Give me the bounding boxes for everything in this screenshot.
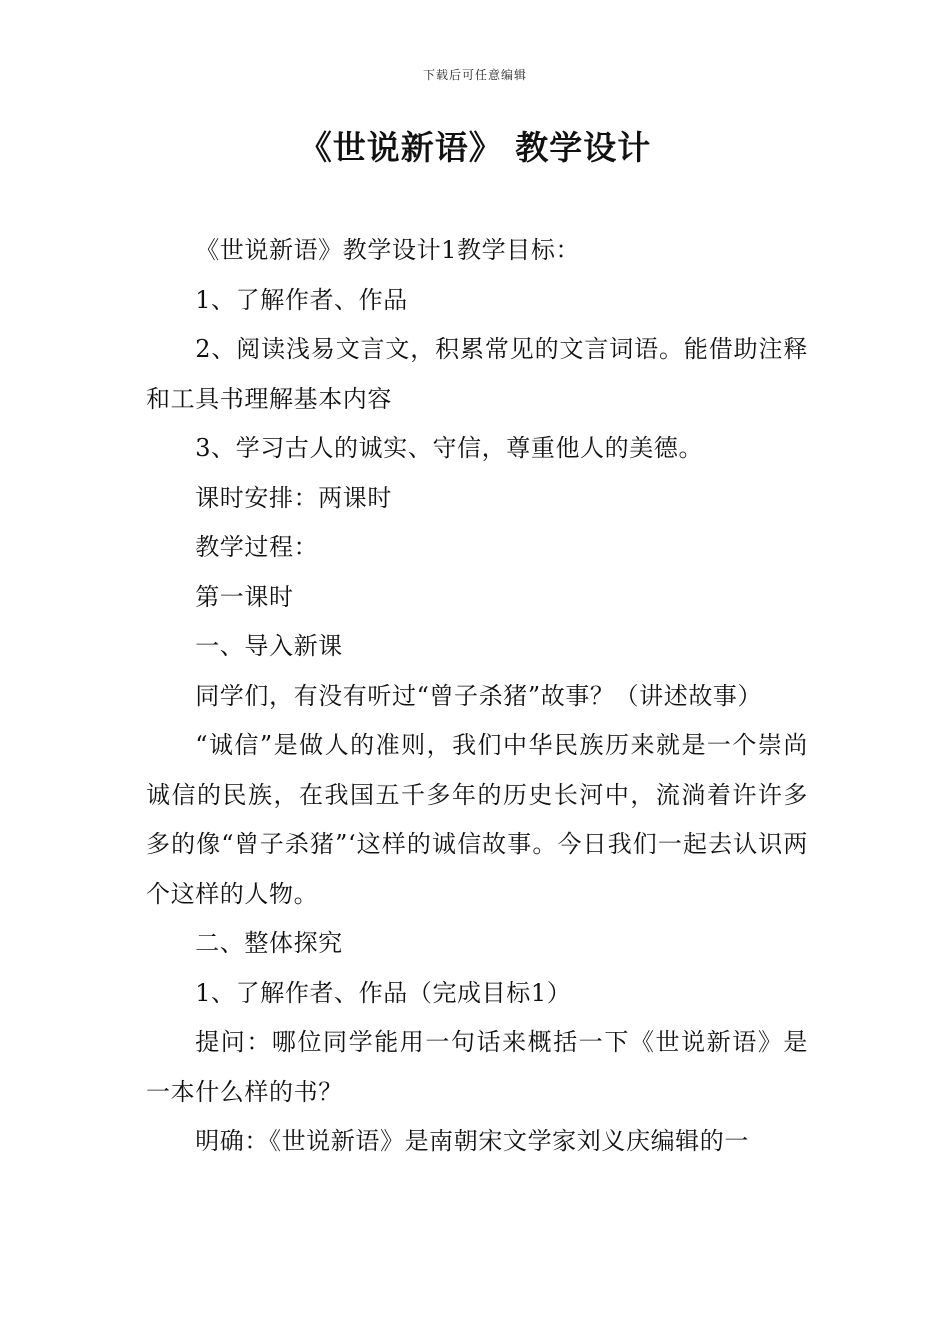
paragraph-integrity: “诚信”是做人的准则，我们中华民族历来就是一个崇尚诚信的民族，在我国五千多年的历史长河中，流淌着许许多多的像“曾子杀猪”‘这样的诚信故事。今日我们一起去认识两个这样的人物。 — [146, 731, 808, 908]
paragraph-question: 提问：哪位同学能用一句话来概括一下《世说新语》是一本什么样的书？ — [146, 1028, 808, 1106]
paragraph-section-explore: 二、整体探究 — [195, 929, 343, 957]
paragraph-process-heading: 教学过程： — [195, 533, 319, 561]
paragraph-explore-item-1: 1、了解作者、作品（完成目标1） — [195, 978, 572, 1007]
header-note: 下载后可任意编辑 — [422, 68, 527, 82]
paragraph-objective-3: 3、学习古人的诚实、守信，尊重他人的美德。 — [195, 434, 704, 462]
paragraph-objective-1: 1、了解作者、作品 — [195, 285, 408, 314]
paragraph-schedule: 课时安排：两课时 — [195, 483, 392, 512]
paragraph-objective-2: 2、阅读浅易文言文，积累常见的文言词语。能借助注释和工具书理解基本内容 — [146, 335, 808, 413]
paragraph-section-intro: 一、导入新课 — [195, 632, 343, 660]
paragraph-answer: 明确：《世说新语》是南朝宋文学家刘义庆编辑的一 — [195, 1127, 749, 1155]
paragraph-lesson-one: 第一课时 — [195, 582, 294, 611]
paragraph-objectives-heading: 《世说新语》教学设计1教学目标： — [195, 236, 581, 264]
document-title: 《世说新语》 教学设计 — [298, 128, 652, 167]
document-body — [146, 226, 808, 1167]
paragraph-intro-question: 同学们，有没有听过“曾子杀猪”故事？（讲述故事） — [195, 681, 763, 710]
